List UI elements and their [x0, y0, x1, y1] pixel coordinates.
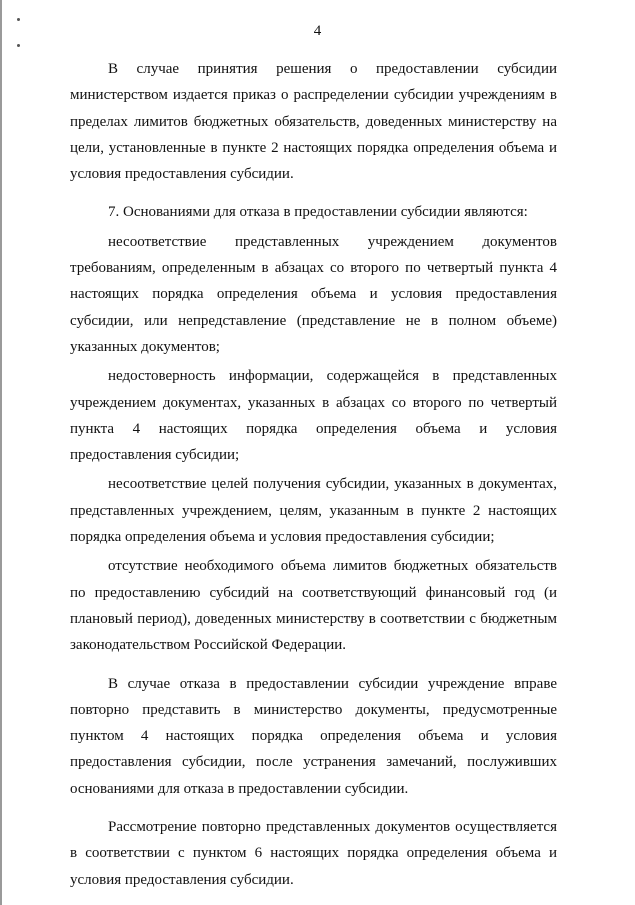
- paragraph-resubmission: В случае отказа в предоставлении субсидии учреждение вправе повторно представить в министерство документы, предусмотренные пунктом 4 настоящих порядка определения объема и условия предоставления субсидии, после устранения замечаний, послуживших основаниями для отказа в предоставлении субсидии.: [70, 675, 557, 797]
- paragraph-decision-order: В случае принятия решения о предоставлении субсидии министерством издается приказ о распределении субсидии учреждениям в пределах лимитов бюджетных обязательств, доведенных министерству на цели, установленные в пункте 2 настоящих порядка определения объема и условия предоставления субсидии.: [70, 61, 557, 183]
- paragraph-refusal-grounds-heading: 7. Основаниями для отказа в предоставлении субсидии являются:: [108, 204, 528, 221]
- scan-edge-line: [0, 0, 2, 905]
- scan-speck: [17, 18, 20, 21]
- paragraph-refusal-ground-unreliable: недостоверность информации, содержащейся в представленных учреждением документах, указанных в абзацах со второго по четвертый пункта 4 настоящих порядка определения объема и условия предоставления субсидии;: [70, 368, 557, 464]
- paragraph-refusal-ground-mismatch: несоответствие представленных учреждением документов требованиям, определенным в абзацах со второго по четвертый пункта 4 настоящих порядка определения объема и условия предоставления субсидии, или непредставление (представление не в полном объеме) указанных документов;: [70, 233, 557, 355]
- page-number: 4: [313, 23, 322, 39]
- paragraph-resubmission-review: Рассмотрение повторно представленных документов осуществляется в соответствии с пунктом 6 настоящих порядка определения объема и условия предоставления субсидии.: [70, 819, 557, 888]
- scan-speck: [17, 44, 20, 47]
- paragraph-refusal-ground-limits: отсутствие необходимого объема лимитов бюджетных обязательств по предоставлению субсидий на соответствующий финансовый год (и плановый период), доведенных министерству в соответствии с бюджетным законодательством Российской Федерации.: [70, 558, 557, 654]
- paragraph-refusal-ground-goals: несоответствие целей получения субсидии, указанных в документах, представленных учреждением, целям, указанным в пункте 2 настоящих порядка определения объема и условия предоставления субсидии;: [70, 476, 557, 546]
- document-body: [70, 56, 557, 893]
